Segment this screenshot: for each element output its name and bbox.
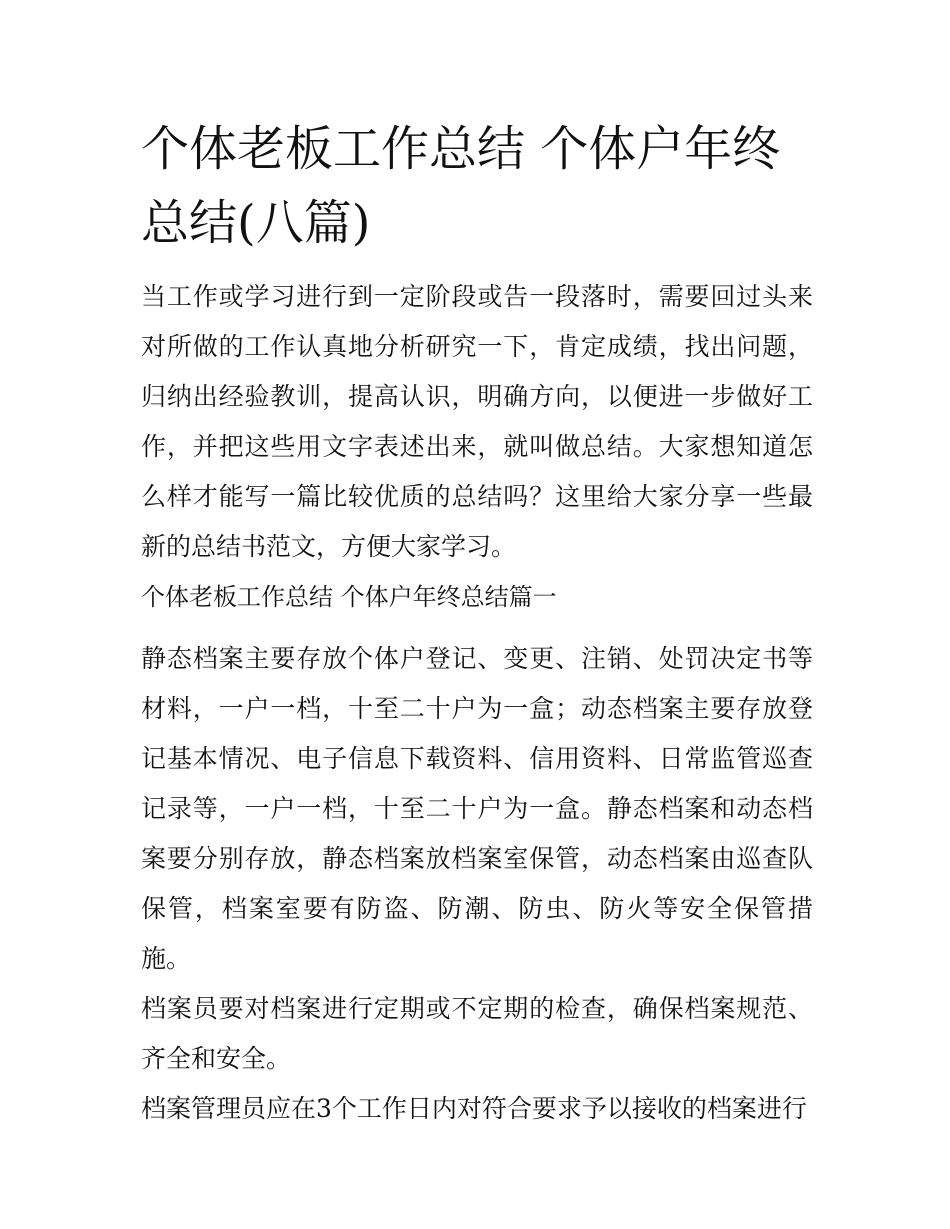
section-heading: 个体老板工作总结 个体户年终总结篇一	[141, 583, 557, 611]
body-paragraph-1: 静态档案主要存放个体户登记、变更、注销、处罚决定书等材料，一户一档，十至二十户为一盒；动态档案主要存放登记基本情况、电子信息下载资料、信用资料、日常监管巡查记录等，一户一档，十至二十户为一盒。静态档案和动态档案要分别存放，静态档案放档案室保管，动态档案由巡查队保管，档案室要有防盗、防潮、防虫、防火等安全保管措施。	[141, 644, 813, 973]
body-paragraph-2: 档案员要对档案进行定期或不定期的检查，确保档案规范、齐全和安全。	[141, 994, 813, 1073]
intro-paragraph: 当工作或学习进行到一定阶段或告一段落时，需要回过头来对所做的工作认真地分析研究一下，肯定成绩，找出问题，归纳出经验教训，提高认识，明确方向，以便进一步做好工作，并把这些用文字表述出来，就叫做总结。大家想知道怎么样才能写一篇比较优质的总结吗？这里给大家分享一些最新的总结书范文，方便大家学习。	[141, 282, 813, 561]
document-title: 个体老板工作总结 个体户年终总结(八篇)	[141, 121, 781, 251]
body-paragraph-3: 档案管理员应在3个工作日内对符合要求予以接收的档案进行	[141, 1094, 807, 1123]
document-page	[141, 112, 813, 1134]
